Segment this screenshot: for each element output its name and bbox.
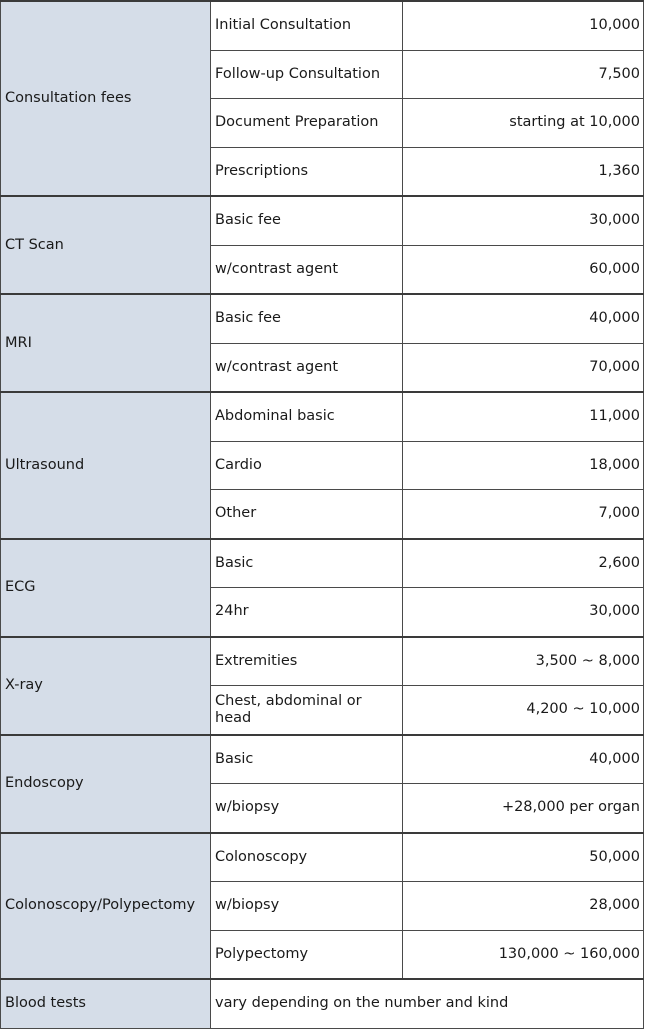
category-cell: MRI (1, 294, 211, 392)
price-cell: 1,360 (403, 147, 644, 196)
item-cell: Chest, abdominal or head (211, 686, 403, 735)
price-cell: 70,000 (403, 343, 644, 392)
item-cell: Initial Consultation (211, 1, 403, 50)
category-cell: ECG (1, 539, 211, 637)
price-cell: 11,000 (403, 392, 644, 441)
item-cell: 24hr (211, 588, 403, 637)
table-row (1, 294, 644, 343)
price-cell: 50,000 (403, 833, 644, 882)
price-cell: starting at 10,000 (403, 99, 644, 148)
price-cell: 130,000 ~ 160,000 (403, 930, 644, 979)
item-cell: Colonoscopy (211, 833, 403, 882)
category-cell-blood-tests: Blood tests (1, 979, 211, 1028)
table-row (1, 1, 644, 50)
item-cell: Basic fee (211, 196, 403, 245)
fee-table-body (1, 1, 644, 1028)
item-cell: w/contrast agent (211, 245, 403, 294)
item-cell: Basic (211, 539, 403, 588)
price-cell: 30,000 (403, 588, 644, 637)
category-cell: Colonoscopy/Polypectomy (1, 833, 211, 980)
item-cell: Abdominal basic (211, 392, 403, 441)
item-cell: Basic (211, 735, 403, 784)
price-cell: 28,000 (403, 882, 644, 931)
price-cell: +28,000 per organ (403, 784, 644, 833)
price-cell: 18,000 (403, 441, 644, 490)
price-cell: 2,600 (403, 539, 644, 588)
table-row (1, 735, 644, 784)
table-row (1, 637, 644, 686)
item-cell: Cardio (211, 441, 403, 490)
item-cell: Other (211, 490, 403, 539)
price-cell: 4,200 ~ 10,000 (403, 686, 644, 735)
item-cell: Polypectomy (211, 930, 403, 979)
price-cell: 40,000 (403, 735, 644, 784)
item-cell: Follow-up Consultation (211, 50, 403, 99)
item-cell: w/contrast agent (211, 343, 403, 392)
table-row (1, 196, 644, 245)
price-cell: 40,000 (403, 294, 644, 343)
price-cell: 10,000 (403, 1, 644, 50)
item-cell: w/biopsy (211, 882, 403, 931)
table-row (1, 392, 644, 441)
category-cell: CT Scan (1, 196, 211, 294)
item-cell: Basic fee (211, 294, 403, 343)
item-cell: w/biopsy (211, 784, 403, 833)
item-cell: Prescriptions (211, 147, 403, 196)
item-cell: Extremities (211, 637, 403, 686)
table-row (1, 539, 644, 588)
table-row-blood-tests (1, 979, 644, 1028)
price-cell: 60,000 (403, 245, 644, 294)
price-cell: 7,500 (403, 50, 644, 99)
category-cell: X-ray (1, 637, 211, 735)
table-row (1, 833, 644, 882)
category-cell: Consultation fees (1, 1, 211, 196)
item-cell: Document Preparation (211, 99, 403, 148)
category-cell: Endoscopy (1, 735, 211, 833)
category-cell: Ultrasound (1, 392, 211, 539)
price-cell: 7,000 (403, 490, 644, 539)
price-cell: 30,000 (403, 196, 644, 245)
blood-tests-note: vary depending on the number and kind (211, 979, 644, 1028)
price-cell: 3,500 ~ 8,000 (403, 637, 644, 686)
